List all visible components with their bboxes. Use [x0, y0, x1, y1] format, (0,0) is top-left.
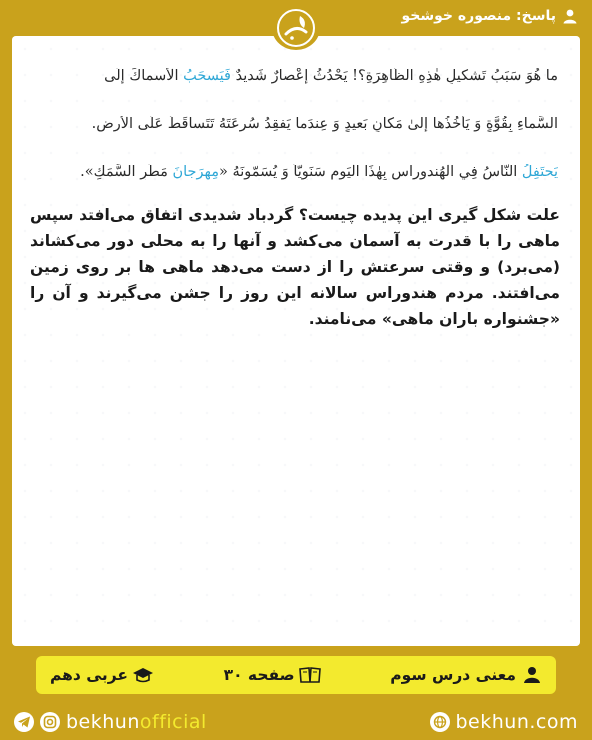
telegram-icon[interactable]: [14, 712, 34, 732]
social-handle[interactable]: [14, 711, 207, 733]
lesson-info-bar: [36, 656, 556, 694]
subject-label: عربی دهم: [50, 666, 154, 684]
student-icon: [522, 666, 542, 684]
book-icon: [301, 666, 321, 684]
content-card: [12, 36, 580, 646]
answer-author-text: پاسخ: منصوره خوشخو: [401, 8, 556, 24]
lesson-label: معنی درس سوم: [390, 666, 542, 684]
arabic-line-3: يَحتَفِلُ النّاسُ فِي الْهُندوراس بِهٰذَا الْيَومِ سَنَوِيّاً وَ يُسَمّونَهُ «مِهرَجانَ مَطَرِ السَّمَكِ».: [80, 164, 558, 180]
graduation-cap-icon: [134, 666, 154, 684]
website-link[interactable]: [430, 711, 579, 733]
arabic-line-2: السَّماءِ بِقُوَّةٍ وَ يَأخُذُها إلىٰ مَكانٍ بَعيدٍ وَ عِندَما يَفقِدُ سُرعَتَهُ تَتَساقَطُ عَلَى الْأرضِ.: [91, 116, 558, 132]
footer: [0, 706, 592, 738]
user-icon: [562, 8, 578, 24]
bekhun-logo: [272, 6, 320, 50]
highlight-word: يَحتَفِلُ: [521, 164, 558, 180]
page-label: صفحه ۳۰: [224, 666, 321, 684]
website-text[interactable]: bekhun.com: [455, 711, 578, 733]
highlight-word: مِهرَجانَ: [172, 164, 219, 180]
logo-icon: [274, 8, 318, 48]
persian-answer: علت شکل گیری این پدیده چیست؟ گردباد شدیدی اتفاق می‌افتد سپس ماهی را با قدرت به آسمان می‌کشد و آنها را به محلی دور می‌کشاند (می‌برد) و وقتی سرعتش را از دست می‌دهد ماهی ها بر روی زمین می‌افتند. مردم هندوراس سالانه این روز را جشن می‌گیرند و آن را «جشنواره باران ماهی» می‌نامند.: [30, 206, 560, 328]
social-handle-text[interactable]: bekhunofficial: [66, 711, 207, 733]
highlight-word: فَيَسحَبُ: [183, 68, 231, 84]
instagram-icon[interactable]: [40, 712, 60, 732]
globe-icon[interactable]: [430, 712, 450, 732]
arabic-line-1: ما هُوَ سَبَبُ تَشكيلِ هٰذِهِ الظّاهِرَةِ؟! يَحْدُثُ إعْصارٌ شَديدٌ فَيَسحَبُ الْأَسماكَ إلَى: [104, 68, 558, 84]
answer-author: [402, 8, 579, 24]
